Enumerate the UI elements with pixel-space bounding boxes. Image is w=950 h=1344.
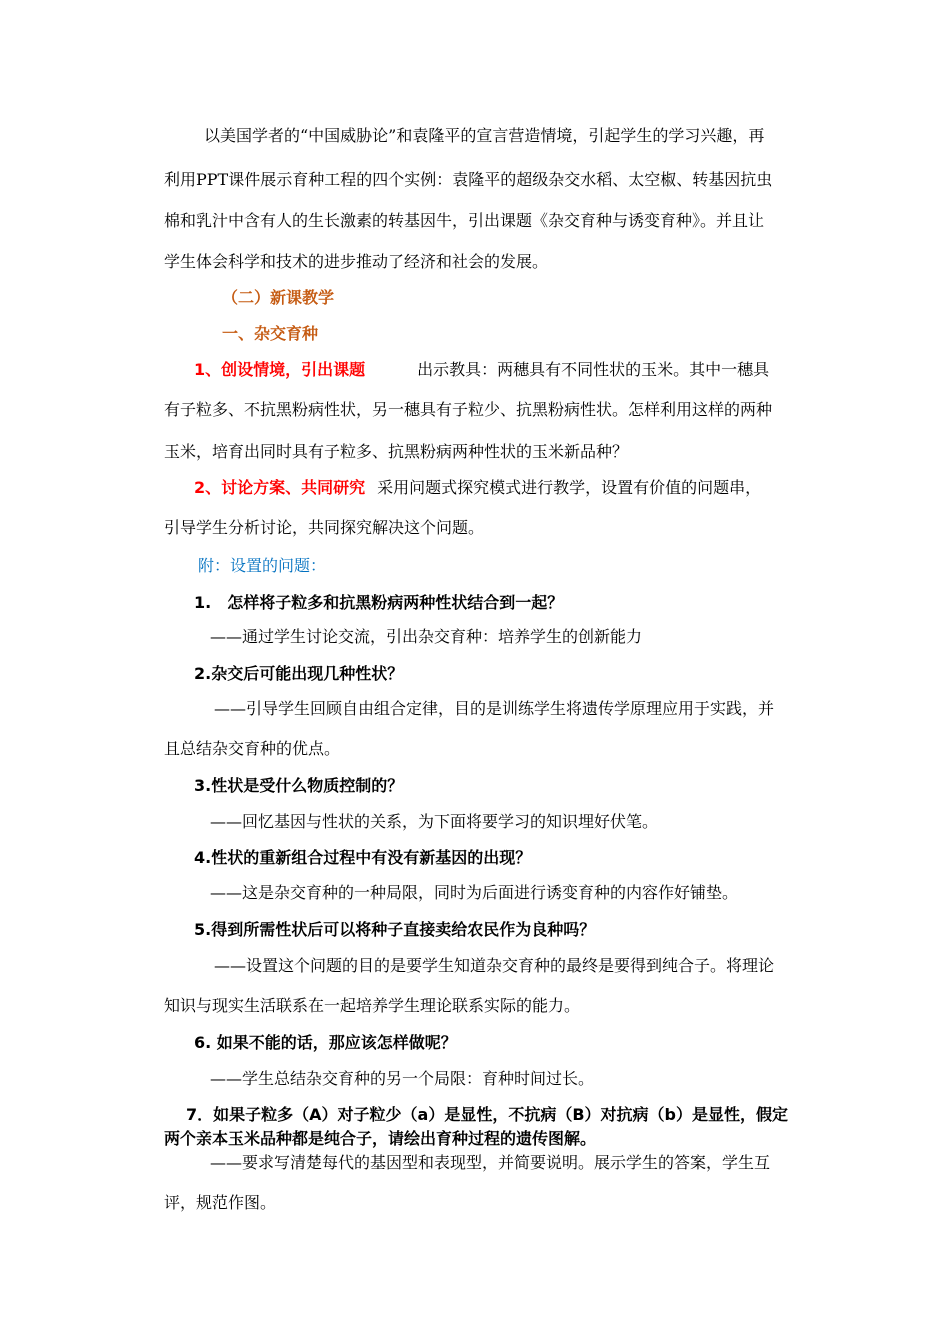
intro-line-3: 棉和乳汁中含有人的生长激素的转基因牛，引出课题《杂交育种与诱变育种》。并且让 (164, 211, 765, 230)
intro-line-2: 利用PPT课件展示育种工程的四个实例：袁隆平的超级杂交水稻、太空椒、转基因抗虫 (164, 170, 773, 189)
question-2: 2.杂交后可能出现几种性状？ (194, 664, 404, 683)
answer-7-line-1: ——要求写清楚每代的基因型和表现型，并简要说明。展示学生的答案，学生互 (210, 1153, 771, 1172)
step1-label: 1、创设情境，引出课题 (194, 360, 366, 379)
question-6: 6. 如果不能的话，那应该怎样做呢？ (194, 1033, 457, 1052)
step2-label: 2、讨论方案、共同研究 (194, 478, 366, 497)
answer-5-line-1: ——设置这个问题的目的是要学生知道杂交育种的最终是要得到纯合子。将理论 (214, 956, 775, 975)
answer-2-line-2: 且总结杂交育种的优点。 (164, 739, 341, 758)
step2-text: 采用问题式探究模式进行教学，设置有价值的问题串， (377, 478, 762, 497)
question-3: 3.性状是受什么物质控制的？ (194, 776, 404, 795)
question-1: 1. 怎样将子粒多和抗黑粉病两种性状结合到一起？ (194, 593, 564, 612)
answer-2-line-1: ——引导学生回顾自由组合定律，目的是训练学生将遗传学原理应用于实践，并 (214, 699, 775, 718)
question-5: 5.得到所需性状后可以将种子直接卖给农民作为良种吗？ (194, 920, 596, 939)
answer-4: ——这是杂交育种的一种局限，同时为后面进行诱变育种的内容作好铺垫。 (210, 883, 739, 902)
question-7-line-1: 7．如果子粒多（A）对子粒少（a）是显性，不抗病（B）对抗病（b）是显性，假定 (186, 1105, 788, 1124)
question-7-line-2: 两个亲本玉米品种都是纯合子，请绘出育种过程的遗传图解。 (164, 1129, 597, 1148)
subsection-title: 一、杂交育种 (222, 324, 319, 343)
answer-6: ——学生总结杂交育种的另一个局限：育种时间过长。 (210, 1069, 595, 1088)
section-title: （二）新课教学 (222, 288, 335, 307)
step1-line-1 (194, 360, 769, 380)
step1-text: 出示教具：两穗具有不同性状的玉米。其中一穗具 (417, 360, 770, 379)
intro-line-4: 学生体会科学和技术的进步推动了经济和社会的发展。 (164, 252, 549, 271)
question-4: 4.性状的重新组合过程中有没有新基因的出现？ (194, 848, 532, 867)
step2-line-2: 引导学生分析讨论，共同探究解决这个问题。 (164, 518, 485, 537)
answer-5-line-2: 知识与现实生活联系在一起培养学生理论联系实际的能力。 (164, 996, 581, 1015)
answer-1: ——通过学生讨论交流，引出杂交育种：培养学生的创新能力 (210, 627, 643, 646)
step2-line-1 (194, 478, 761, 498)
appendix-label: 附：设置的问题： (198, 556, 327, 575)
answer-7-line-2: 评，规范作图。 (164, 1193, 277, 1212)
intro-line-1: 以美国学者的“中国威胁论”和袁隆平的宣言营造情境，引起学生的学习兴趣，再 (204, 126, 765, 145)
answer-3: ——回忆基因与性状的关系，为下面将要学习的知识埋好伏笔。 (210, 812, 659, 831)
step1-line-2: 有子粒多、不抗黑粉病性状，另一穗具有子粒少、抗黑粉病性状。怎样利用这样的两种 (164, 400, 773, 419)
step1-line-3: 玉米，培育出同时具有子粒多、抗黑粉病两种性状的玉米新品种？ (164, 442, 629, 461)
